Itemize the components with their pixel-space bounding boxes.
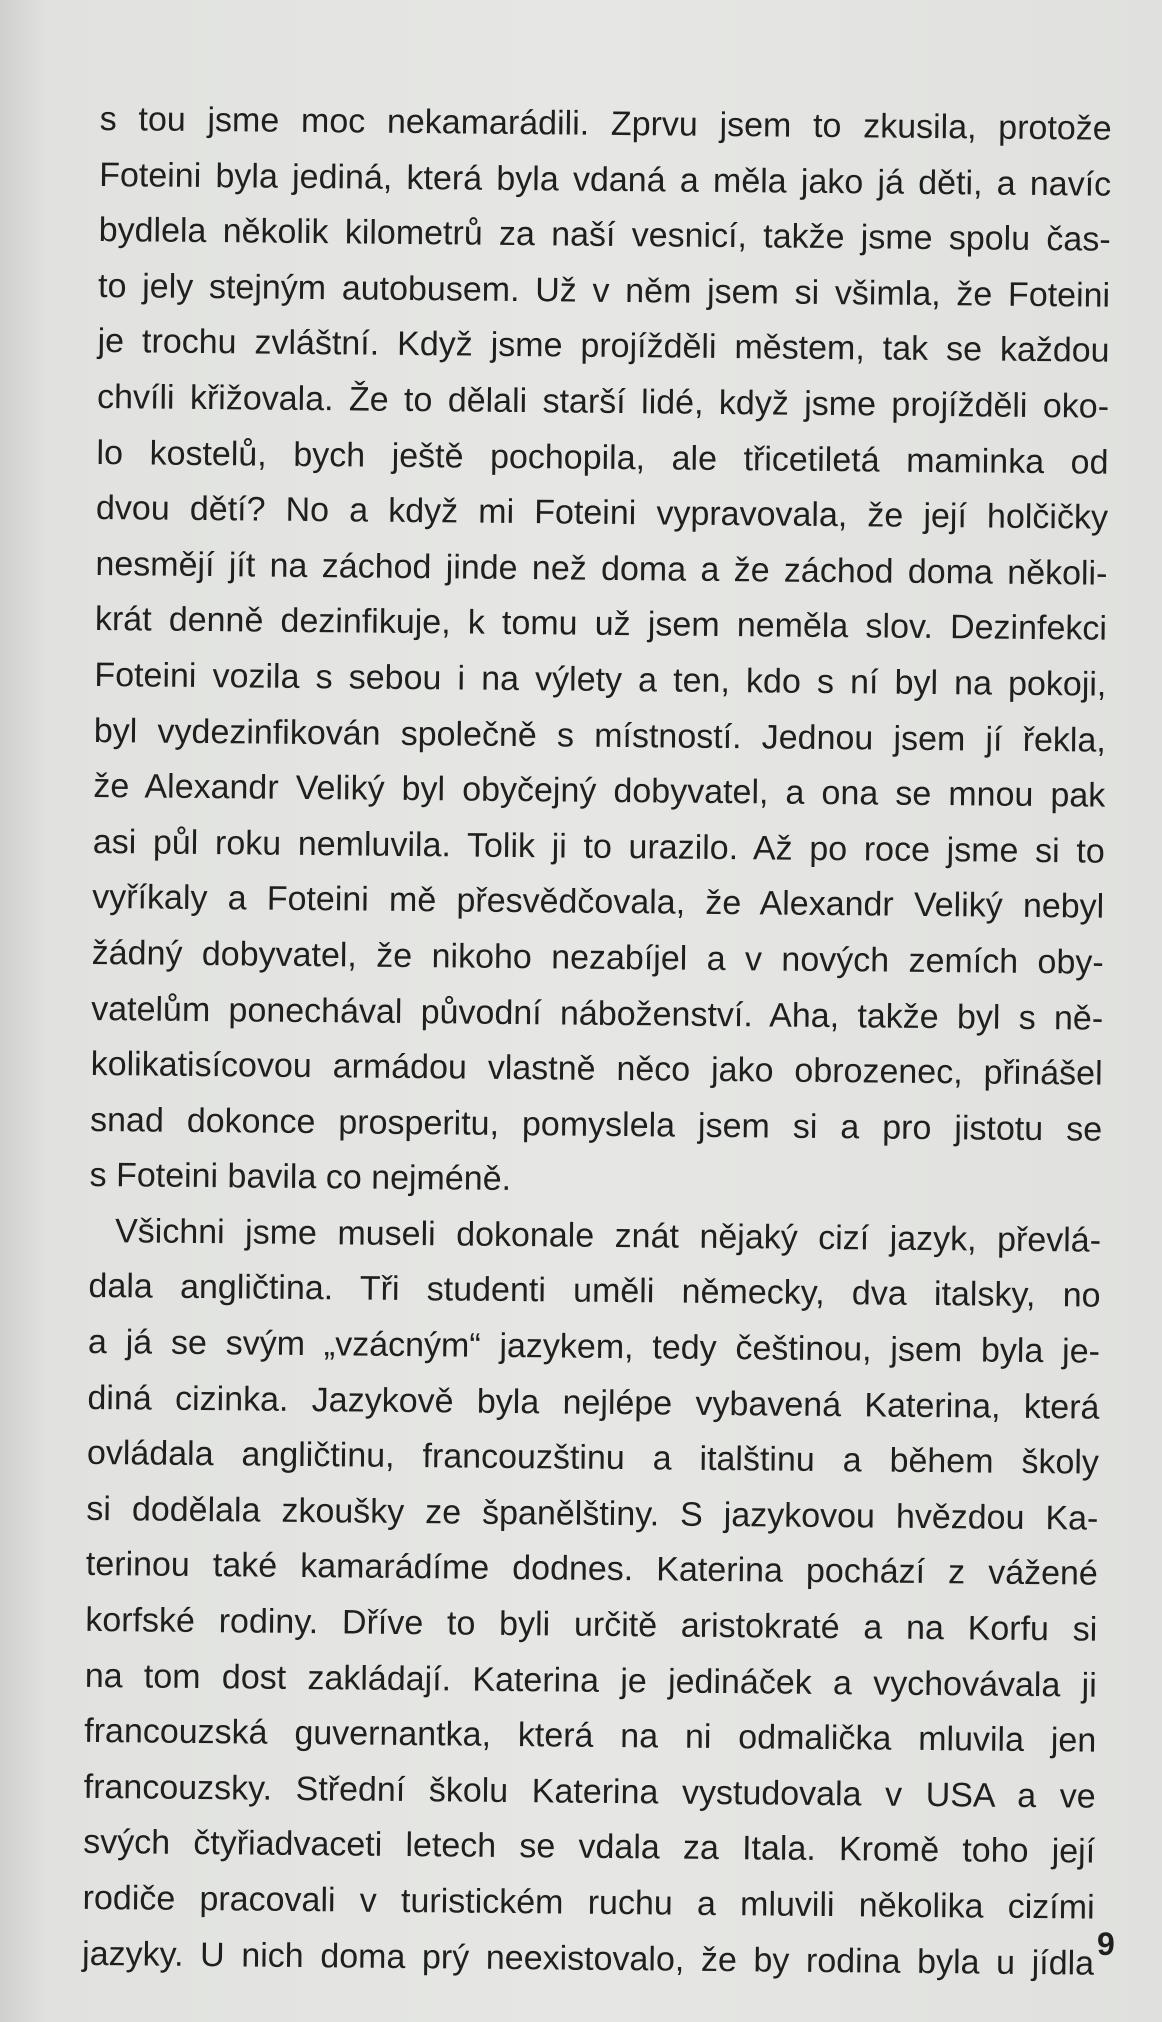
text-line: je trochu zvláštní. Když jsme projížděli městem, tak se každou: [97, 322, 1110, 371]
text-line: kolikatisícovou armádou vlastně něco jako obrozenec, přinášel: [90, 1045, 1103, 1093]
text-line: a já se svým „vzácným“ jazykem, tedy češtinou, jsem byla je-: [87, 1323, 1101, 1371]
text-line: že Alexandr Veliký byl obyčejný dobyvatel, a ona se mnou pak: [93, 767, 1106, 815]
text-line: byl vydezinfikován společně s místností. Jednou jsem jí řekla,: [93, 711, 1107, 760]
text-line: Všichni jsme museli dokonale znát nějaký cizí jazyk, převlá-: [114, 1212, 1102, 1260]
text-line: bydlela několik kilometrů za naší vesnicí, takže jsme spolu čas-: [98, 211, 1111, 259]
text-line: rodiče pracovali v turistickém ruchu a mluvili několika cizími: [82, 1878, 1095, 1927]
text-line: Foteini byla jediná, která byla vdaná a měla jako já děti, a navíc: [99, 155, 1112, 204]
text-line: francouzská guvernantka, která na ni odmalička mluvila jen: [84, 1712, 1097, 1760]
text-line: ovládala angličtinu, francouzštinu a italštinu a během školy: [86, 1434, 1100, 1482]
text-line: lo kostelů, bych ještě pochopila, ale třicetiletá maminka od: [96, 433, 1109, 482]
text-line: terinou také kamarádíme dodnes. Katerina pochází z vážené: [85, 1545, 1099, 1594]
paragraph-2: [82, 1204, 1101, 1992]
text-line: chvíli křižovala. Že to dělali starší lidé, když jsme projížděli oko-: [96, 377, 1110, 426]
body-text: [82, 92, 1112, 1992]
text-line: žádný dobyvatel, že nikoho nezabíjel a v nových zemích oby-: [91, 933, 1104, 982]
text-line: dala angličtina. Tři studenti uměli německy, dva italsky, no: [88, 1267, 1101, 1316]
text-line: Foteini vozila s sebou i na výlety a ten, kdo s ní byl na pokoji,: [94, 655, 1107, 704]
text-line: nesmějí jít na záchod jinde než doma a že záchod doma několi-: [95, 544, 1108, 593]
text-line: si dodělala zkoušky ze španělštiny. S jazykovou hvězdou Ka-: [86, 1489, 1099, 1538]
text-line: asi půl roku nemluvila. Tolik ji to urazilo. Až po roce jsme si to: [92, 822, 1105, 871]
text-line: diná cizinka. Jazykově byla nejlépe vybavená Katerina, která: [87, 1378, 1100, 1427]
text-line: na tom dost zakládají. Katerina je jedináček a vychovávala ji: [84, 1656, 1097, 1705]
page-number: 9: [1097, 1926, 1115, 1962]
text-line: dvou dětí? No a když mi Foteini vypravovala, že její holčičky: [95, 489, 1109, 537]
text-line: francouzsky. Střední školu Katerina vystudovala v USA a ve: [83, 1767, 1096, 1816]
text-line: jazyky. U nich doma prý neexistovalo, že by rodina byla u jídla: [81, 1934, 1095, 1983]
text-line: krát denně dezinfikuje, k tomu už jsem neměla slov. Dezinfekci: [94, 600, 1108, 649]
text-line: svých čtyřiadvaceti letech se vdala za Itala. Kromě toho její: [83, 1823, 1096, 1872]
paragraph-1: [89, 92, 1112, 1214]
text-line: s tou jsme moc nekamarádili. Zprvu jsem to zkusila, protože: [99, 99, 1112, 148]
text-line: to jely stejným autobusem. Už v něm jsem si všimla, že Foteini: [97, 266, 1111, 315]
text-line: korfské rodiny. Dříve to byli určitě aristokraté a na Korfu si: [85, 1600, 1098, 1649]
text-line: s Foteini bavila co nejméně.: [89, 1156, 512, 1199]
text-line: vatelům ponechával původní náboženství. Aha, takže byl s ně-: [91, 989, 1104, 1038]
text-line: snad dokonce prosperitu, pomyslela jsem si a pro jistotu se: [89, 1100, 1103, 1149]
text-line: vyříkaly a Foteini mě přesvědčovala, že Alexandr Veliký nebyl: [92, 878, 1105, 926]
